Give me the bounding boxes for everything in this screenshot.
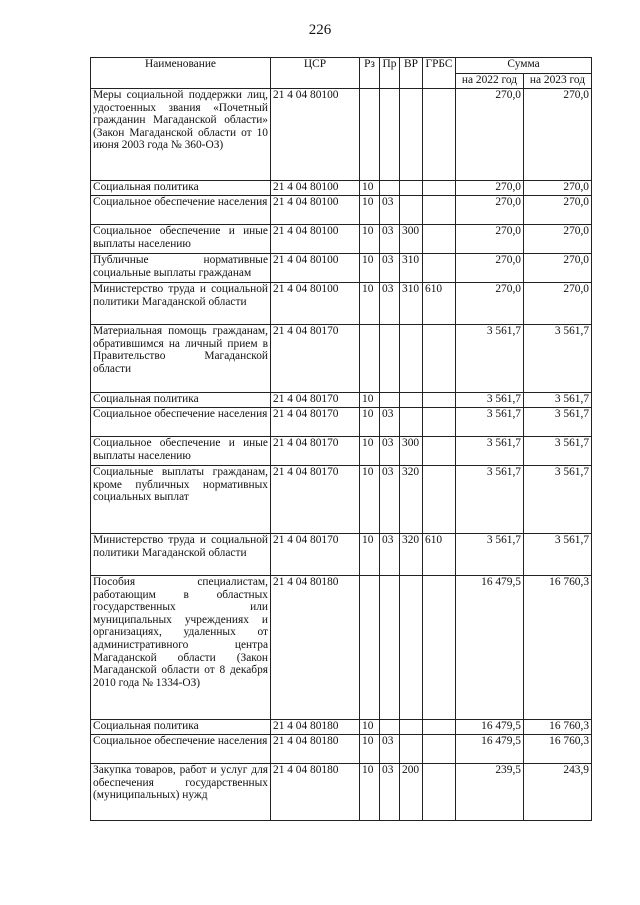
row-grbs [423,720,456,735]
row-grbs: 610 [423,283,456,325]
row-vr [400,196,423,225]
row-vr [400,393,423,408]
row-sum-2023: 243,9 [524,764,592,821]
row-name: Социальное обеспечение и иные выплаты населению [91,437,271,466]
table-row [91,181,592,196]
row-csr: 21 4 04 80180 [271,764,360,821]
row-name: Пособия специалистам, работающим в областных государственных или муниципальных учреждениях и организациях, удаленных от административного центра Магаданской области (Закон Магаданской области от 8 декабря 2010 года № 1334-ОЗ) [91,576,271,720]
row-sum-2022: 3 561,7 [456,408,524,437]
row-csr: 21 4 04 80180 [271,735,360,764]
row-csr: 21 4 04 80170 [271,534,360,576]
row-sum-2023: 16 760,3 [524,576,592,720]
row-grbs [423,764,456,821]
table-header [91,58,592,89]
row-sum-2023: 3 561,7 [524,437,592,466]
table-row [91,283,592,325]
row-grbs [423,408,456,437]
row-sum-2022: 16 479,5 [456,735,524,764]
row-vr [400,181,423,196]
header-pr: Пр [380,58,400,89]
row-vr: 320 [400,466,423,534]
row-name: Материальная помощь гражданам, обратившимся на личный прием в Правительство Магаданской области [91,325,271,393]
row-sum-2023: 270,0 [524,89,592,181]
row-name: Социальное обеспечение населения [91,408,271,437]
table-body [91,89,592,821]
row-sum-2022: 270,0 [456,196,524,225]
row-grbs [423,393,456,408]
row-sum-2023: 3 561,7 [524,408,592,437]
row-pr: 03 [380,408,400,437]
table-row [91,89,592,181]
row-pr [380,720,400,735]
row-name: Министерство труда и социальной политики Магаданской области [91,283,271,325]
table-row [91,325,592,393]
row-sum-2022: 3 561,7 [456,466,524,534]
header-csr: ЦСР [271,58,360,89]
row-rz: 10 [360,181,380,196]
row-csr: 21 4 04 80180 [271,576,360,720]
row-rz: 10 [360,283,380,325]
row-name: Социальное обеспечение населения [91,735,271,764]
row-csr: 21 4 04 80180 [271,720,360,735]
row-grbs [423,181,456,196]
row-rz: 10 [360,764,380,821]
row-sum-2022: 3 561,7 [456,534,524,576]
table-row [91,534,592,576]
row-grbs [423,735,456,764]
row-csr: 21 4 04 80170 [271,393,360,408]
row-csr: 21 4 04 80100 [271,283,360,325]
row-rz: 10 [360,437,380,466]
page-number: 226 [308,22,332,38]
row-grbs [423,254,456,283]
row-csr: 21 4 04 80100 [271,196,360,225]
row-pr [380,181,400,196]
row-pr [380,393,400,408]
row-pr: 03 [380,735,400,764]
row-name: Меры социальной поддержки лиц, удостоенных звания «Почетный гражданин Магаданской области» (Закон Магаданской области от 10 июня 2003 года № 360-ОЗ) [91,89,271,181]
row-csr: 21 4 04 80170 [271,408,360,437]
row-sum-2022: 16 479,5 [456,720,524,735]
row-rz: 10 [360,735,380,764]
row-pr: 03 [380,254,400,283]
header-year-2022: на 2022 год [456,74,524,89]
row-vr: 300 [400,437,423,466]
row-rz: 10 [360,408,380,437]
row-sum-2022: 270,0 [456,283,524,325]
row-csr: 21 4 04 80100 [271,225,360,254]
row-sum-2022: 3 561,7 [456,325,524,393]
row-sum-2023: 16 760,3 [524,720,592,735]
row-pr: 03 [380,437,400,466]
row-sum-2022: 3 561,7 [456,437,524,466]
row-grbs [423,89,456,181]
row-name: Социальная политика [91,181,271,196]
row-sum-2022: 270,0 [456,254,524,283]
row-pr: 03 [380,764,400,821]
row-vr: 300 [400,225,423,254]
row-sum-2022: 270,0 [456,181,524,196]
row-sum-2022: 16 479,5 [456,576,524,720]
row-rz: 10 [360,225,380,254]
row-rz: 10 [360,534,380,576]
row-sum-2023: 270,0 [524,196,592,225]
row-rz [360,325,380,393]
row-grbs [423,437,456,466]
row-pr: 03 [380,196,400,225]
table-row [91,466,592,534]
budget-table [90,57,592,821]
row-csr: 21 4 04 80100 [271,89,360,181]
row-sum-2022: 239,5 [456,764,524,821]
row-name: Публичные нормативные социальные выплаты гражданам [91,254,271,283]
row-pr [380,89,400,181]
row-rz: 10 [360,196,380,225]
row-name: Закупка товаров, работ и услуг для обеспечения государственных (муниципальных) нужд [91,764,271,821]
row-rz: 10 [360,254,380,283]
row-sum-2023: 3 561,7 [524,534,592,576]
row-vr [400,576,423,720]
row-grbs [423,576,456,720]
row-vr [400,735,423,764]
row-sum-2023: 3 561,7 [524,393,592,408]
table-row [91,393,592,408]
row-rz: 10 [360,466,380,534]
row-pr: 03 [380,225,400,254]
row-sum-2023: 3 561,7 [524,466,592,534]
row-pr: 03 [380,466,400,534]
row-sum-2023: 270,0 [524,283,592,325]
table-row [91,225,592,254]
row-name: Министерство труда и социальной политики Магаданской области [91,534,271,576]
row-pr [380,325,400,393]
row-sum-2022: 3 561,7 [456,393,524,408]
row-sum-2023: 3 561,7 [524,325,592,393]
row-rz: 10 [360,393,380,408]
table-row [91,254,592,283]
header-sum: Сумма [456,58,592,74]
row-sum-2023: 270,0 [524,181,592,196]
row-sum-2023: 270,0 [524,254,592,283]
row-rz: 10 [360,720,380,735]
row-vr [400,408,423,437]
row-vr: 320 [400,534,423,576]
table-row [91,764,592,821]
table-row [91,196,592,225]
header-name: Наименование [91,58,271,89]
row-vr [400,325,423,393]
row-name: Социальная политика [91,393,271,408]
row-vr [400,720,423,735]
header-rz: Рз [360,58,380,89]
row-csr: 21 4 04 80100 [271,181,360,196]
row-csr: 21 4 04 80170 [271,466,360,534]
row-vr: 200 [400,764,423,821]
row-grbs [423,466,456,534]
row-sum-2023: 16 760,3 [524,735,592,764]
table-row [91,735,592,764]
header-grbs: ГРБС [423,58,456,89]
row-rz [360,89,380,181]
row-csr: 21 4 04 80170 [271,325,360,393]
row-name: Социальное обеспечение населения [91,196,271,225]
header-year-2023: на 2023 год [524,74,592,89]
row-sum-2022: 270,0 [456,225,524,254]
row-vr [400,89,423,181]
row-sum-2022: 270,0 [456,89,524,181]
row-grbs [423,325,456,393]
header-vr: ВР [400,58,423,89]
table-row [91,408,592,437]
row-name: Социальное обеспечение и иные выплаты населению [91,225,271,254]
row-grbs [423,225,456,254]
row-csr: 21 4 04 80170 [271,437,360,466]
row-grbs: 610 [423,534,456,576]
row-vr: 310 [400,254,423,283]
row-pr: 03 [380,534,400,576]
row-vr: 310 [400,283,423,325]
row-sum-2023: 270,0 [524,225,592,254]
table-row [91,437,592,466]
table-row [91,576,592,720]
row-csr: 21 4 04 80100 [271,254,360,283]
row-grbs [423,196,456,225]
row-pr [380,576,400,720]
row-name: Социальная политика [91,720,271,735]
row-rz [360,576,380,720]
row-pr: 03 [380,283,400,325]
table-row [91,720,592,735]
row-name: Социальные выплаты гражданам, кроме публичных нормативных социальных выплат [91,466,271,534]
